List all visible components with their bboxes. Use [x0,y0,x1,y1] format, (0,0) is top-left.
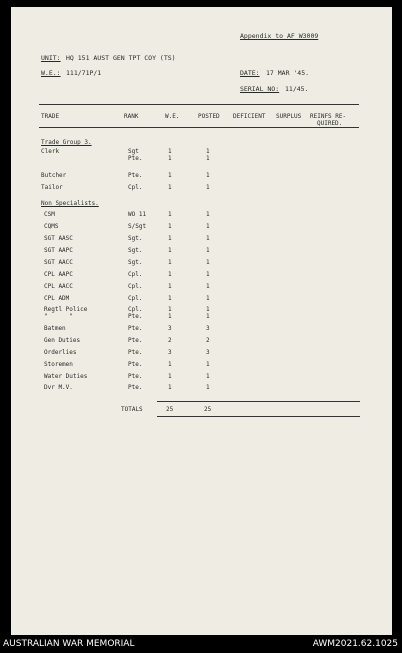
row-trade: Tailor [41,184,63,191]
col-surplus: SURPLUS [276,113,302,120]
row-posted: 2 [206,337,210,344]
row-posted: 1 [206,235,210,242]
row-trade: Orderlies [44,349,77,356]
row-trade: Regtl Police [44,306,88,313]
row-trade: Water Duties [44,373,88,380]
row-trade: Dvr M.V. [44,384,73,391]
col-trade: TRADE [41,113,60,120]
row-we: 1 [168,361,172,368]
row-posted: 1 [206,313,210,320]
institution-label: AUSTRALIAN WAR MEMORIAL [3,639,135,649]
row-trade: " " [44,313,73,320]
unit-label: UNIT: [41,54,61,62]
row-posted: 1 [206,223,210,230]
row-rank: Pte. [128,373,143,380]
row-posted: 1 [206,172,210,179]
section-trade-group: Trade Group 3. [41,139,92,146]
row-posted: 1 [206,283,210,290]
row-we: 1 [168,247,172,254]
row-rank: Pte. [128,384,143,391]
header-rule-top [39,104,359,105]
row-rank: S/Sgt [128,223,147,230]
row-rank: Sgt [128,148,139,155]
row-posted: 3 [206,325,210,332]
row-we: 1 [168,271,172,278]
row-trade: CQMS [44,223,59,230]
col-we: W.E. [165,113,180,120]
row-we: 1 [168,223,172,230]
we-value: 111/71P/1 [66,69,102,77]
section-non-specialists: Non Specialists. [41,200,99,207]
row-posted: 1 [206,306,210,313]
row-rank: Sgt. [128,235,143,242]
row-posted: 1 [206,271,210,278]
row-rank: Sgt. [128,259,143,266]
document-page [11,7,392,635]
serial-value: 11/45. [285,85,309,93]
row-trade: CPL AAPC [44,271,73,278]
header-rule-bottom [39,127,359,128]
accession-number: AWM2021.62.1025 [312,639,398,649]
serial-label: SERIAL NO: [240,85,280,93]
row-we: 1 [168,148,172,155]
row-we: 1 [168,155,172,162]
col-reinfs-2: QUIRED. [317,120,343,127]
row-posted: 1 [206,148,210,155]
row-trade: CSM [44,211,55,218]
date-label: DATE: [240,69,260,77]
row-we: 1 [168,211,172,218]
row-trade: Clerk [41,148,60,155]
row-posted: 1 [206,155,210,162]
row-rank: Sgt. [128,247,143,254]
row-posted: 3 [206,349,210,356]
row-posted: 1 [206,247,210,254]
row-rank: Pte. [128,172,143,179]
row-posted: 1 [206,295,210,302]
row-posted: 1 [206,259,210,266]
row-trade: SGT AAPC [44,247,73,254]
row-rank: Pte. [128,361,143,368]
we-label: W.E.: [41,69,61,77]
row-rank: Pte. [128,155,143,162]
row-rank: Pte. [128,325,143,332]
row-trade: Batmen [44,325,66,332]
row-we: 1 [168,373,172,380]
row-posted: 1 [206,211,210,218]
row-trade: Gen Duties [44,337,81,344]
col-posted: POSTED [198,113,220,120]
totals-we: 25 [166,406,174,413]
row-we: 1 [168,384,172,391]
row-we: 1 [168,306,172,313]
row-trade: Butcher [41,172,67,179]
col-rank: RANK [124,113,139,120]
row-posted: 1 [206,361,210,368]
row-we: 1 [168,259,172,266]
row-trade: CPL AACC [44,283,73,290]
row-rank: Cpl. [128,184,143,191]
row-we: 2 [168,337,172,344]
row-we: 1 [168,235,172,242]
date-value: 17 MAR '45. [266,69,310,77]
row-we: 3 [168,349,172,356]
row-trade: SGT AACC [44,259,73,266]
row-rank: Cpl. [128,271,143,278]
row-rank: Cpl. [128,283,143,290]
row-trade: SGT AASC [44,235,73,242]
row-we: 1 [168,184,172,191]
totals-label: TOTALS [121,406,143,413]
row-we: 1 [168,295,172,302]
row-rank: Cpl. [128,295,143,302]
col-deficient: DEFICIENT [233,113,266,120]
row-we: 1 [168,172,172,179]
row-posted: 1 [206,184,210,191]
row-rank: WO 11 [128,211,147,218]
unit-value: HQ 151 AUST GEN TPT COY (TS) [66,54,176,62]
row-rank: Cpl. [128,306,143,313]
row-posted: 1 [206,373,210,380]
col-reinfs: REINFS RE- [310,113,347,120]
appendix-reference: Appendix to AF W3009 [240,32,319,40]
row-rank: Pte. [128,313,143,320]
totals-posted: 25 [204,406,212,413]
totals-rule-top [157,401,360,402]
row-rank: Pte. [128,349,143,356]
row-we: 3 [168,325,172,332]
row-we: 1 [168,313,172,320]
totals-rule-bottom [157,416,360,417]
row-posted: 1 [206,384,210,391]
row-trade: Storemen [44,361,73,368]
row-we: 1 [168,283,172,290]
row-rank: Pte. [128,337,143,344]
row-trade: CPL ADM [44,295,70,302]
